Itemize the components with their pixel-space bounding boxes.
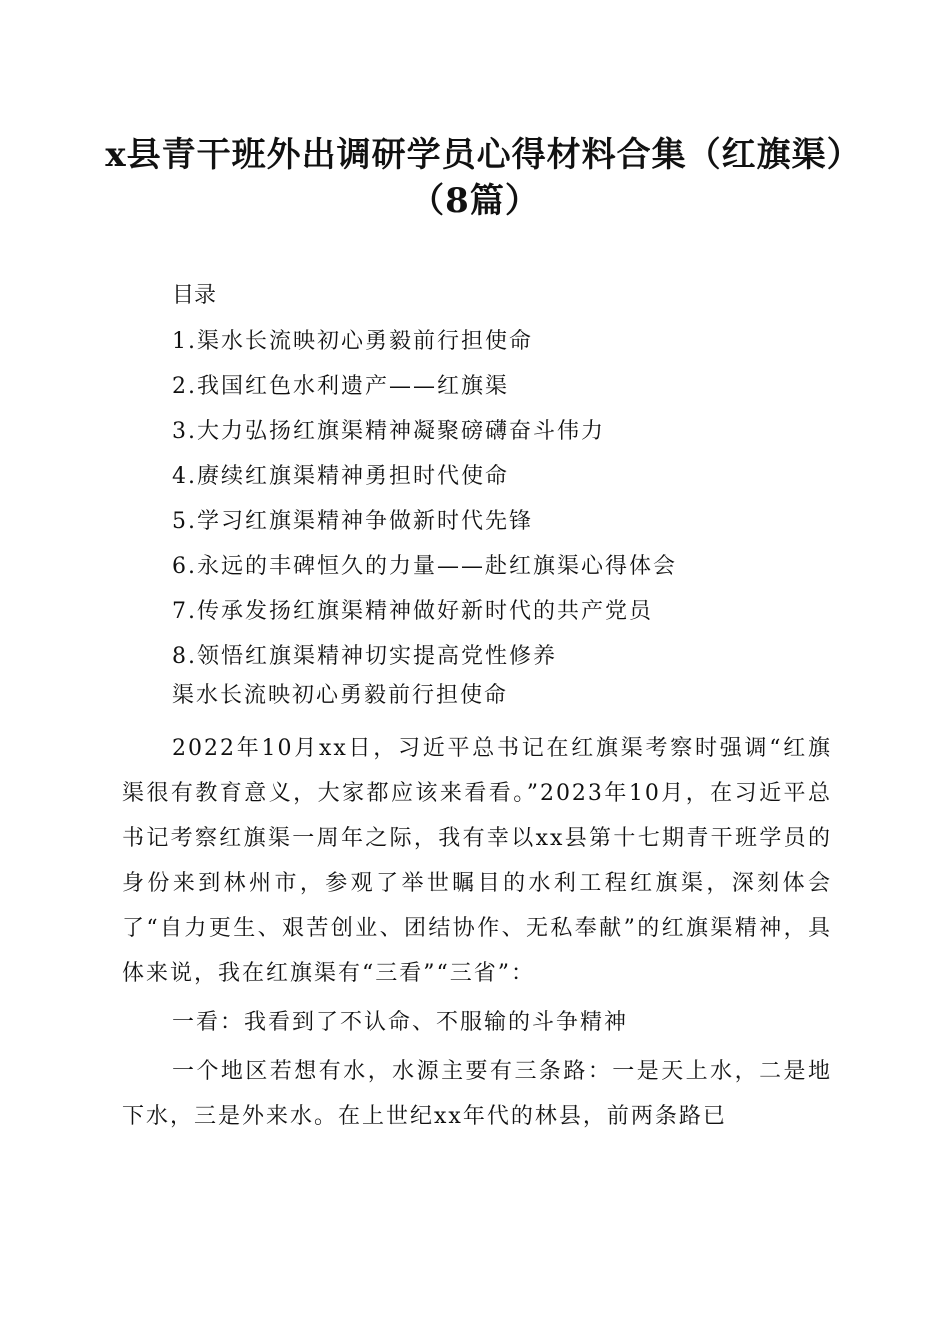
paragraph: 2022年10月xx日，习近平总书记在红旗渠考察时强调“红旗渠很有教育意义，大家都应该来看看。”2023年10月，在习近平总书记考察红旗渠一周年之际，我有幸以xx县第十七期青干班学员的身份来到林州市，参观了举世瞩目的水利工程红旗渠，深刻体会了“自力更生、艰苦创业、团结协作、无私奉献”的红旗渠精神，具体来说，我在红旗渠有“三看”“三省”： bbox=[122, 736, 832, 986]
toc-item: 8.领悟红旗渠精神切实提高党性修养 bbox=[172, 644, 557, 669]
toc-item: 7.传承发扬红旗渠精神做好新时代的共产党员 bbox=[172, 599, 653, 624]
section-title: 渠水长流映初心勇毅前行担使命 bbox=[172, 683, 509, 708]
toc-item: 6.永远的丰碑恒久的力量——赴红旗渠心得体会 bbox=[172, 554, 677, 579]
toc-item: 3.大力弘扬红旗渠精神凝聚磅礴奋斗伟力 bbox=[172, 419, 605, 444]
toc-item: 1.渠水长流映初心勇毅前行担使命 bbox=[172, 329, 533, 354]
toc-item: 4.赓续红旗渠精神勇担时代使命 bbox=[172, 464, 509, 489]
table-of-contents bbox=[172, 326, 677, 686]
toc-item: 2.我国红色水利遗产——红旗渠 bbox=[172, 374, 509, 399]
toc-item: 5.学习红旗渠精神争做新时代先锋 bbox=[172, 509, 533, 534]
paragraph: 一个地区若想有水，水源主要有三条路：一是天上水，二是地下水，三是外来水。在上世纪xx年代的林县，前两条路已 bbox=[122, 1059, 832, 1129]
body-text bbox=[122, 726, 832, 1139]
document-title: x县青干班外出调研学员心得材料合集（红旗渠）（8篇） bbox=[105, 135, 845, 221]
paragraph: 一看：我看到了不认命、不服输的斗争精神 bbox=[172, 1010, 629, 1035]
toc-heading: 目录 bbox=[172, 283, 217, 308]
